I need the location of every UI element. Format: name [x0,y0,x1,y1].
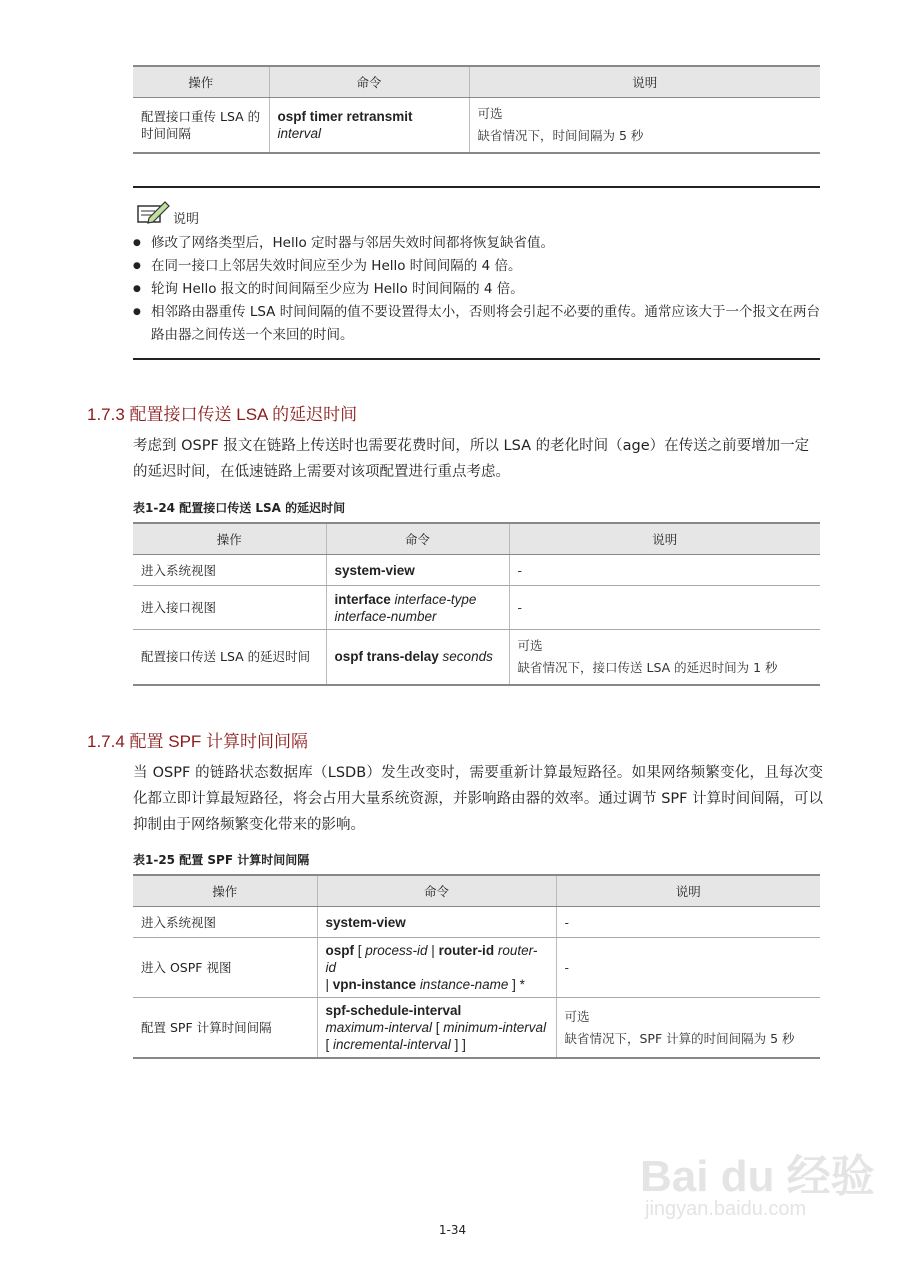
table-cell-cmd [317,907,556,938]
table-cell-op: 配置接口重传 LSA 的时间间隔 [133,98,269,153]
cmd-param: incremental-interval [333,1037,451,1052]
page-number: 1-34 [438,1223,467,1237]
cmd-param: minimum-interval [443,1020,547,1035]
note-pencil-icon [135,198,171,226]
table-cell-desc: - [509,555,820,586]
note-title: 说明 [173,212,200,227]
list-item: ● 修改了网络类型后，Hello 定时器与邻居失效时间都将恢复缺省值。 [133,232,820,255]
col-header-desc: 说明 [556,875,820,907]
table-cell-op: 配置接口传送 LSA 的延迟时间 [133,630,326,685]
cmd-text: [ [354,943,366,958]
cmd-keyword: ospf trans-delay [334,649,439,665]
cmd-keyword: system-view [334,562,415,578]
section-para-174: 当 OSPF 的链路状态数据库（LSDB）发生改变时，需要重新计算最短路径。如果网络频繁变化，且每次变化都立即计算最短路径，将会占用大量系统资源，并影响路由器的效率。通过调节 SPF 计算时间间隔，可以抑制由于网络频繁变化带来的影响。 [133,765,823,833]
desc-line: 缺省情况下，SPF 计算的时间间隔为 5 秒 [564,1030,795,1046]
list-item: ● 轮询 Hello 报文的时间间隔至少应为 Hello 时间间隔的 4 倍。 [133,278,820,301]
cmd-param: interface-type [394,591,477,607]
table-cell-op: 进入接口视图 [133,586,326,630]
table-cell-cmd [326,630,509,685]
cmd-keyword: ospf [325,943,354,958]
table-cell-desc: - [556,907,820,938]
spf-interval-table [133,874,820,1059]
table-caption-125: 表1-25 配置 SPF 计算时间间隔 [133,853,310,867]
cmd-text: [ [432,1020,444,1035]
desc-line: 缺省情况下，接口传送 LSA 的延迟时间为 1 秒 [517,659,778,675]
section-heading-173: 1.7.3 配置接口传送 LSA 的延迟时间 [87,405,358,424]
table-row [133,998,820,1059]
cmd-keyword: ospf timer retransmit [277,108,413,124]
cmd-param: interval [277,125,322,141]
table-row [133,630,820,685]
cmd-param: router-id [325,943,538,975]
table-cell-op: 进入系统视图 [133,555,326,586]
table-cell-desc [556,998,820,1059]
baidu-watermark-logo: Bai du 经验 [640,1152,875,1201]
cmd-param: process-id [365,943,428,958]
col-header-desc: 说明 [469,66,820,98]
cmd-text: | [325,977,333,992]
cmd-keyword: router-id [438,943,495,958]
table-cell-desc: - [556,938,820,998]
col-header-op: 操作 [133,875,317,907]
cmd-text: ] ] [450,1037,466,1052]
cmd-param: maximum-interval [325,1020,433,1035]
note-list [133,232,820,347]
cmd-param: seconds [442,649,493,665]
list-item: ● 相邻路由器重传 LSA 时间间隔的值不要设置得太小，否则将会引起不必要的重传。通常应该大于一个报文在两台路由器之间传送一个来回的时间。 [133,301,820,347]
table-cell-op: 进入 OSPF 视图 [133,938,317,998]
cmd-keyword: spf-schedule-interval [325,1003,462,1018]
table-cell-cmd [326,555,509,586]
desc-line: 缺省情况下，时间间隔为 5 秒 [477,127,644,143]
cmd-keyword: system-view [325,914,406,930]
table-cell-cmd [269,98,469,153]
table-row [133,938,820,998]
table-cell-desc: - [509,586,820,630]
table-cell-cmd [326,586,509,630]
desc-line: 可选 [477,105,503,121]
cmd-keyword: vpn-instance [332,977,417,992]
table-caption-124: 表1-24 配置接口传送 LSA 的延迟时间 [133,501,346,515]
table-cell-desc [469,98,820,153]
col-header-cmd: 命令 [269,66,469,98]
table-row [133,907,820,938]
cmd-param: interface-number [334,608,437,624]
table-row [133,555,820,586]
col-header-desc: 说明 [509,523,820,555]
cmd-keyword: interface [334,591,391,607]
col-header-cmd: 命令 [326,523,509,555]
list-item: ● 在同一接口上邻居失效时间应至少为 Hello 时间间隔的 4 倍。 [133,255,820,278]
baidu-watermark-url: jingyan.baidu.com [645,1198,807,1220]
retransmit-table [133,65,820,154]
table-cell-cmd [317,998,556,1059]
trans-delay-table [133,522,820,686]
col-header-cmd: 命令 [317,875,556,907]
table-row [133,586,820,630]
section-heading-174: 1.7.4 配置 SPF 计算时间间隔 [87,732,309,751]
note-box [133,186,820,360]
col-header-op: 操作 [133,523,326,555]
table-cell-desc [509,630,820,685]
section-para-173: 考虑到 OSPF 报文在链路上传送时也需要花费时间，所以 LSA 的老化时间（age）在传送之前要增加一定的延迟时间，在低速链路上需要对该项配置进行重点考虑。 [133,438,810,480]
desc-line: 可选 [564,1008,590,1024]
cmd-text: [ [325,1037,334,1052]
table-cell-op: 配置 SPF 计算时间间隔 [133,998,317,1059]
table-cell-op: 进入系统视图 [133,907,317,938]
cmd-text: ] * [508,977,525,992]
cmd-text: | [427,943,439,958]
cmd-param: instance-name [419,977,509,992]
col-header-op: 操作 [133,66,269,98]
desc-line: 可选 [517,637,543,653]
table-cell-cmd [317,938,556,998]
